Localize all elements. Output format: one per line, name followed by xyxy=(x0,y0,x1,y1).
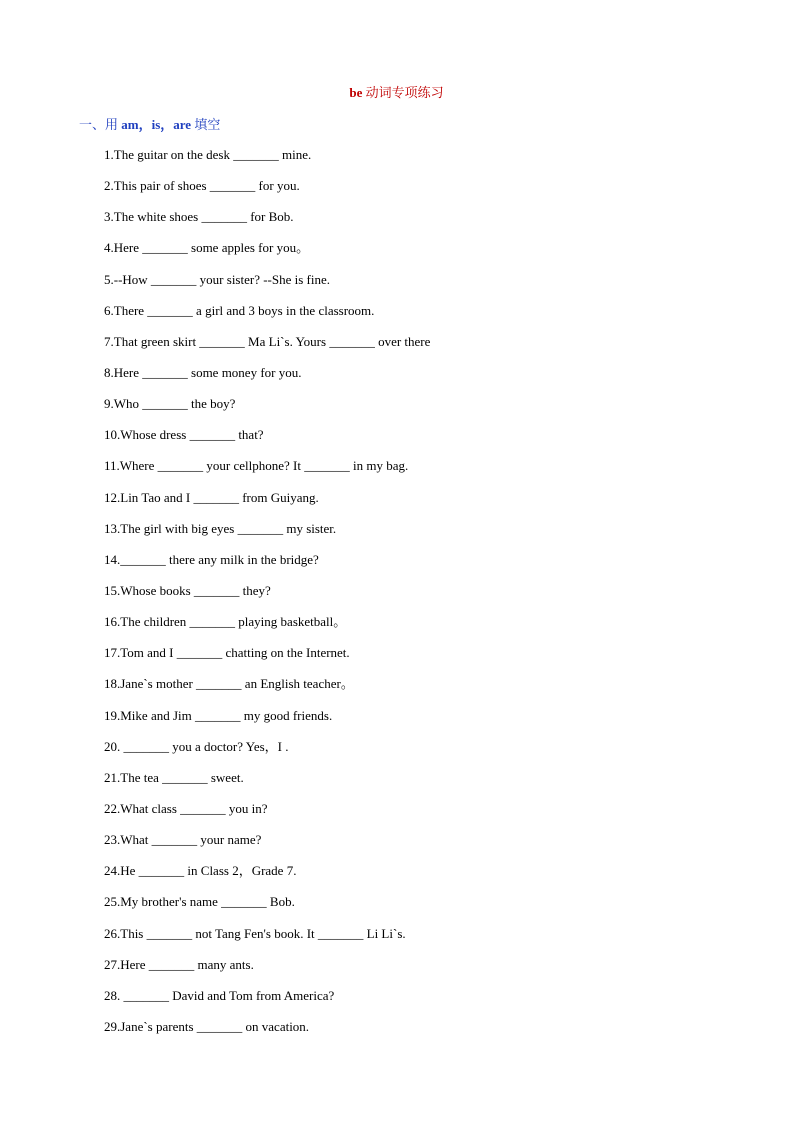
section-heading-suffix: 填空 xyxy=(191,117,221,132)
question-item: 14._______ there any milk in the bridge? xyxy=(104,551,319,567)
question-item: 6.There _______ a girl and 3 boys in the classroom. xyxy=(104,302,375,318)
page-title xyxy=(0,82,793,101)
section-heading-prefix: 一、用 xyxy=(79,117,122,132)
question-item: 16.The children _______ playing basketball。 xyxy=(104,614,347,630)
question-item: 13.The girl with big eyes _______ my sister. xyxy=(104,520,337,536)
question-item: 12.Lin Tao and I _______ from Guiyang. xyxy=(104,489,319,505)
question-item: 29.Jane`s parents _______ on vacation. xyxy=(104,1018,310,1034)
page-title-en: be xyxy=(349,85,363,100)
question-item: 3.The white shoes _______ for Bob. xyxy=(104,209,294,225)
question-item: 23.What _______ your name? xyxy=(104,832,262,848)
question-item: 10.Whose dress _______ that? xyxy=(104,427,264,443)
question-item: 20. _______ you a doctor? Yes，I . xyxy=(104,738,289,754)
question-item: 8.Here _______ some money for you. xyxy=(104,364,302,380)
question-item: 28. _______ David and Tom from America? xyxy=(104,987,335,1003)
question-item: 4.Here _______ some apples for you。 xyxy=(104,240,310,256)
question-item: 5.--How _______ your sister? --She is fine. xyxy=(104,271,331,287)
question-item: 21.The tea _______ sweet. xyxy=(104,769,244,785)
question-item: 2.This pair of shoes _______ for you. xyxy=(104,178,300,194)
question-item: 26.This _______ not Tang Fen's book. It _______ Li Li`s. xyxy=(104,925,406,941)
page-title-cn: 动词专项练习 xyxy=(362,85,444,100)
question-item: 11.Where _______ your cellphone? It _______ in my bag. xyxy=(104,458,409,474)
question-item: 17.Tom and I _______ chatting on the Internet. xyxy=(104,645,350,661)
question-item: 15.Whose books _______ they? xyxy=(104,582,271,598)
question-item: 7.That green skirt _______ Ma Li`s. Yours _______ over there xyxy=(104,333,431,349)
question-item: 9.Who _______ the boy? xyxy=(104,396,236,412)
question-list xyxy=(104,147,430,1050)
question-item: 27.Here _______ many ants. xyxy=(104,956,254,972)
question-item: 1.The guitar on the desk _______ mine. xyxy=(104,147,312,162)
section-heading xyxy=(79,114,220,133)
question-item: 25.My brother's name _______ Bob. xyxy=(104,894,295,910)
question-item: 22.What class _______ you in? xyxy=(104,800,268,816)
question-item: 18.Jane`s mother _______ an English teacher。 xyxy=(104,676,354,692)
question-item: 24.He _______ in Class 2，Grade 7. xyxy=(104,863,297,879)
question-item: 19.Mike and Jim _______ my good friends. xyxy=(104,707,333,723)
section-heading-words: am，is，are xyxy=(121,117,192,132)
